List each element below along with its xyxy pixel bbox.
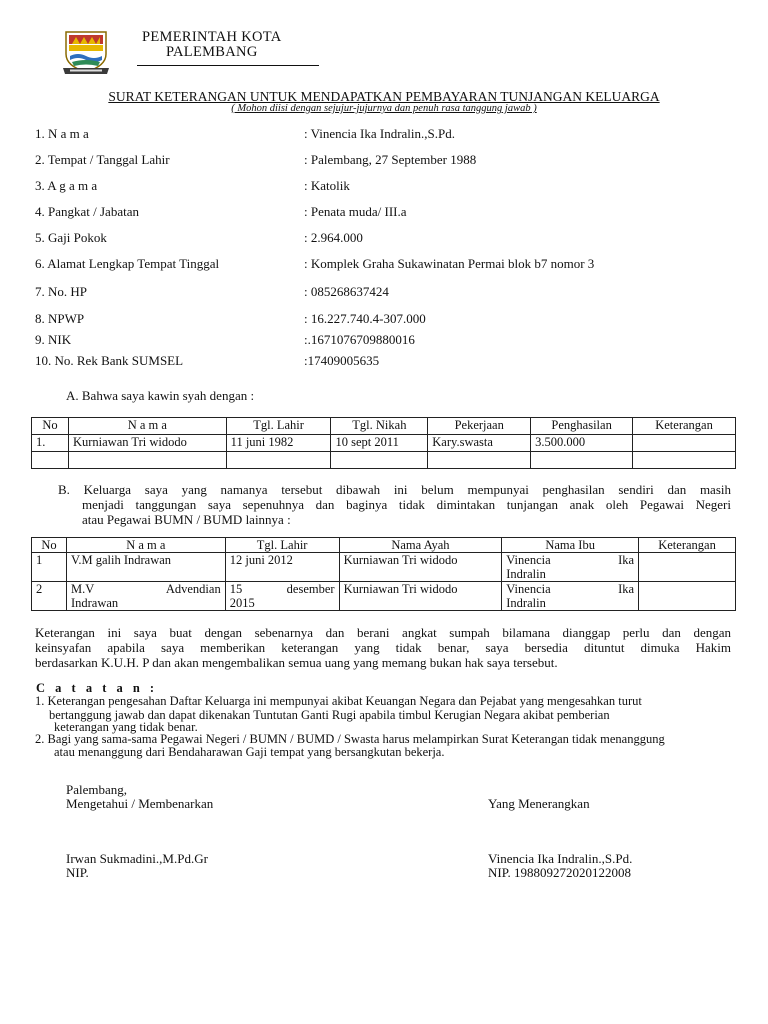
cell-keterangan [633,452,736,469]
cell-tgl-lahir: 12 juni 2012 [225,553,339,582]
cell-penghasilan [531,452,633,469]
note-1-line1: 1. Keterangan pengesahan Daftar Keluarga ini mempunyai akibat Keuangan Negara dan Pejabat yang mengesahkan turut [35,694,642,708]
field-value-nik: :.1671076709880016 [304,332,415,347]
cell-nama-ayah: Kurniawan Tri widodo [339,582,502,611]
header-divider [137,65,319,66]
table-row [32,452,736,469]
document-title: SURAT KETERANGAN UNTUK MENDAPATKAN PEMBAYARAN TUNJANGAN KELUARGA [108,89,660,104]
cell-no: 1. [32,435,69,452]
col-tgl-nikah: Tgl. Nikah [331,418,428,435]
notes-title: C a t a t a n : [36,681,158,695]
col-tgl-lahir: Tgl. Lahir [226,418,331,435]
col-nama: N a m a [68,418,226,435]
ibu-first: Vinencia [506,553,551,567]
field-label-agama: 3. A g a m a [35,178,98,193]
signature-right-role: Yang Menerangkan [488,796,590,811]
field-label-hp: 7. No. HP [35,284,88,299]
signature-right-nip: NIP. 198809272020122008 [488,865,632,880]
statement-line2: keinsyafan apabila saya memberikan keterangan yang tidak benar, saya bersedia dituntut dimuka Hakim [35,640,731,655]
field-value-hp: : 085268637424 [304,284,389,299]
cell-nama: Kurniawan Tri widodo [68,435,226,452]
cell-penghasilan: 3.500.000 [531,435,633,452]
cell-tgl-nikah: 10 sept 2011 [331,435,428,452]
cell-keterangan [639,553,736,582]
signature-place: Palembang, [66,782,128,797]
government-name: PEMERINTAH KOTA [142,29,282,45]
table-header-row [32,418,736,435]
table-header-row [32,538,736,553]
lahir-month: desember [286,582,335,596]
note-1-line2: bertanggung jawab dan dapat dikenakan Tuntutan Ganti Rugi apabila timbul Kerugian Negara akibat pemberian [49,708,610,722]
document-subtitle: ( Mohon diisi dengan sejujur-jujurnya dan penuh rasa tanggung jawab ) [231,103,537,114]
col-no: No [32,538,67,553]
cell-no: 2 [32,582,67,611]
field-value-pangkat: : Penata muda/ III.a [304,204,407,219]
nama-middle: Advendian [165,582,221,596]
field-value-rekening: :17409005635 [304,353,380,368]
cell-keterangan [639,582,736,611]
field-value-ttl: : Palembang, 27 September 1988 [304,152,477,167]
col-tgl-lahir: Tgl. Lahir [225,538,339,553]
field-label-rekening: 10. No. Rek Bank SUMSEL [35,353,184,368]
col-keterangan: Keterangan [633,418,736,435]
cell-pekerjaan [428,452,531,469]
children-table [31,537,736,611]
field-label-ttl: 2. Tempat / Tanggal Lahir [35,152,170,167]
section-b-line2: menjadi tanggungan saya sepenuhnya dan baginya tidak dimintakan tunjangan anak oleh Pegawai Negeri [82,497,731,512]
signature-left-name: Irwan Sukmadini.,M.Pd.Gr [66,851,208,866]
cell-nama-ibu [502,582,639,611]
table-row [32,435,736,452]
field-label-gaji: 5. Gaji Pokok [35,230,107,245]
cell-tgl-lahir: 11 juni 1982 [226,435,331,452]
field-label-nama: 1. N a m a [35,126,89,141]
cell-pekerjaan: Kary.swasta [428,435,531,452]
field-label-nik: 9. NIK [35,332,72,347]
field-value-nama: : Vinencia Ika Indralin.,S.Pd. [304,126,455,141]
ibu-last: Indralin [506,567,546,581]
section-b-line3: atau Pegawai BUMN / BUMD lainnya : [82,512,291,527]
ibu-first: Vinencia [506,582,551,596]
field-value-gaji: : 2.964.000 [304,230,363,245]
cell-tgl-lahir [226,452,331,469]
ibu-last: Indralin [506,596,546,610]
col-nama-ibu: Nama Ibu [502,538,639,553]
cell-nama-ayah: Kurniawan Tri widodo [339,553,502,582]
nama-first: M.V [70,582,95,596]
table-row [32,553,736,582]
col-pekerjaan: Pekerjaan [428,418,531,435]
field-value-alamat: : Komplek Graha Sukawinatan Permai blok b7 nomor 3 [304,256,595,271]
col-keterangan: Keterangan [639,538,736,553]
ibu-middle: Ika [618,553,635,567]
field-label-alamat: 6. Alamat Lengkap Tempat Tinggal [35,256,220,271]
lahir-day: 15 [229,582,243,596]
col-nama-ayah: Nama Ayah [339,538,502,553]
cell-nama [66,582,225,611]
city-emblem-logo [60,28,112,76]
col-nama: N a m a [66,538,225,553]
section-a-intro: A. Bahwa saya kawin syah dengan : [66,388,255,403]
cell-nama: V.M galih Indrawan [66,553,225,582]
field-label-npwp: 8. NPWP [35,311,85,326]
statement-line1: Keterangan ini saya buat dengan sebenarnya dan berani angkat sumpah bilamana dianggap perlu dan dengan [35,625,731,640]
statement-line3: berdasarkan K.U.H. P dan akan mengembalikan semua uang yang memang bukan hak saya tersebut. [35,655,558,670]
cell-keterangan [633,435,736,452]
signature-left-nip: NIP. [66,865,89,880]
city-name: PALEMBANG [166,44,258,60]
spouse-table [31,417,736,469]
cell-nama-ibu [502,553,639,582]
field-value-agama: : Katolik [304,178,350,193]
signature-left-role: Mengetahui / Membenarkan [66,796,214,811]
field-label-pangkat: 4. Pangkat / Jabatan [35,204,139,219]
note-2-line1: 2. Bagi yang sama-sama Pegawai Negeri / BUMN / BUMD / Swasta harus melampirkan Surat Keterangan tidak menanggung [35,732,665,746]
lahir-year: 2015 [229,596,255,610]
signature-right-name: Vinencia Ika Indralin.,S.Pd. [488,851,633,866]
note-1-line3: keterangan yang tidak benar. [54,720,198,734]
nama-last: Indrawan [70,596,119,610]
table-row [32,582,736,611]
col-no: No [32,418,69,435]
cell-tgl-lahir [225,582,339,611]
note-2-line2: atau menanggung dari Bendaharawan Gaji tempat yang bersangkutan bekerja. [54,745,445,759]
cell-no [32,452,69,469]
field-value-npwp: : 16.227.740.4-307.000 [304,311,426,326]
cell-no: 1 [32,553,67,582]
ibu-middle: Ika [618,582,635,596]
cell-tgl-nikah [331,452,428,469]
cell-nama [68,452,226,469]
section-b-line1: B. Keluarga saya yang namanya tersebut dibawah ini belum mempunyai penghasilan sendiri dan masih [58,482,731,497]
col-penghasilan: Penghasilan [531,418,633,435]
